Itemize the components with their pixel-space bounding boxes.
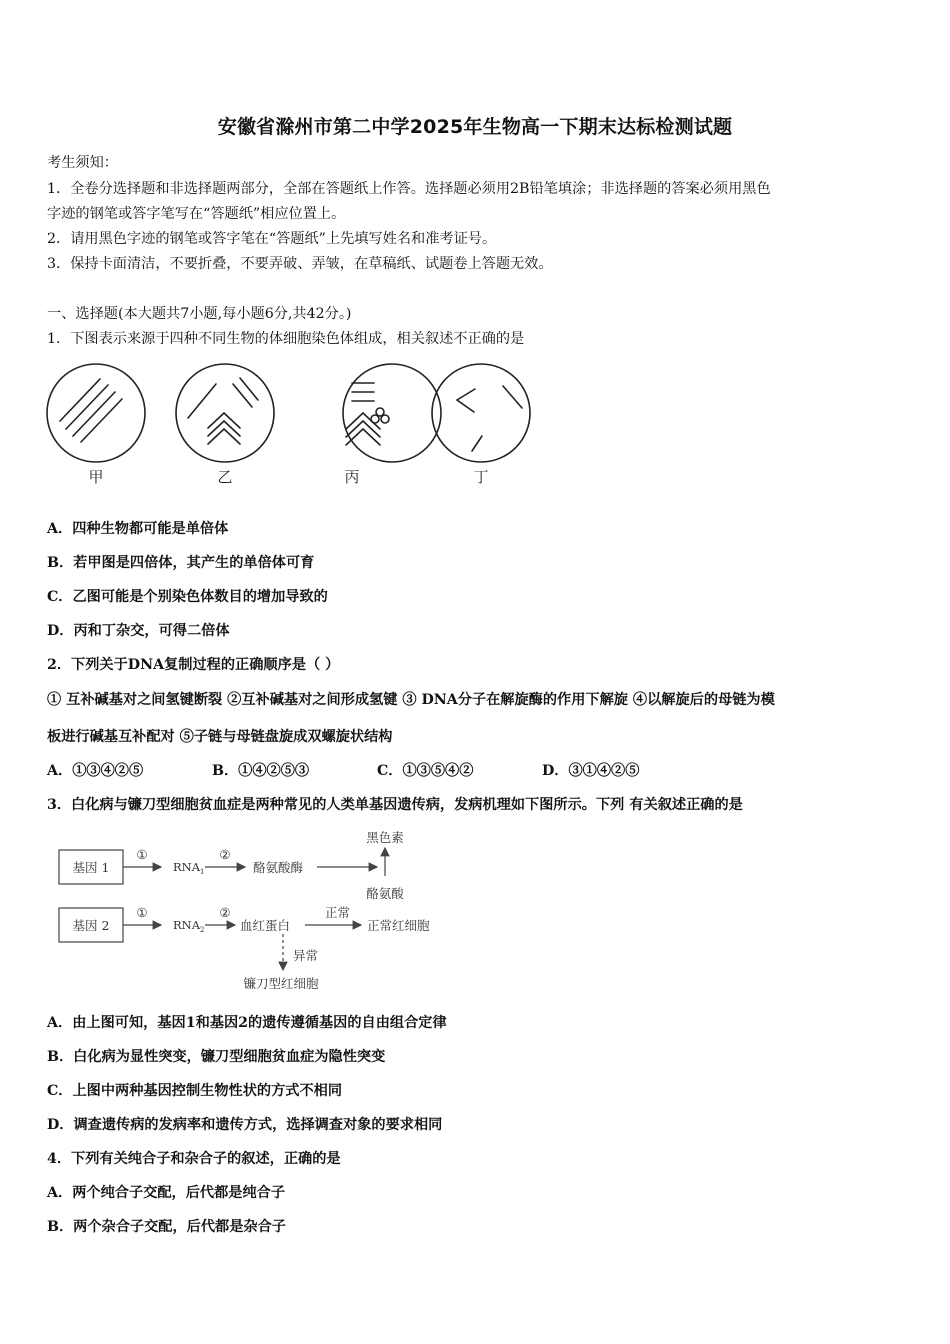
q4-option-a: A．两个纯合子交配，后代都是纯合子 [47,1185,286,1201]
step2-label-2: ② [219,905,231,920]
step1-label-2: ① [136,905,148,920]
q1-option-d: D．丙和丁杂交，可得二倍体 [47,623,230,639]
q2-option-a: A．①③④②⑤ [47,763,144,779]
q2-steps-line2: 板进行碱基互补配对 ⑤子链与母链盘旋成双螺旋状结构 [47,729,393,745]
notice-item: 字迹的钢笔或答字笔写在“答题纸”相应位置上。 [47,206,346,222]
page-title: 安徽省滁州市第二中学2025年生物高一下期末达标检测试题 [217,116,733,138]
notice-heading: 考生须知： [47,155,118,171]
q1-option-a: A．四种生物都可能是单倍体 [47,521,229,537]
question-3-stem: 3．白化病与镰刀型细胞贫血症是两种常见的人类单基因遗传病，发病机理如下图所示。下列 有关叙述正确的是 [47,797,743,813]
q2-option-b: B．①④②⑤③ [212,763,310,779]
step1-label: ① [136,847,148,862]
abnormal-label: 异常 [293,948,319,963]
q4-option-b: B．两个杂合子交配，后代都是杂合子 [47,1219,286,1235]
sickle-rbc-label: 镰刀型红细胞 [243,976,319,991]
rna2-label: $RNA_2$ [173,918,205,934]
normal-rbc-label: 正常红细胞 [367,918,430,933]
chromosome-figure [40,358,540,493]
q3-option-a: A．由上图可知，基因1和基因2的遗传遵循基因的自由组合定律 [47,1015,447,1031]
notice-item: 3．保持卡面清洁，不要折叠，不要弄破、弄皱，在草稿纸、试题卷上答题无效。 [47,256,553,272]
normal-label: 正常 [325,905,351,920]
q3-option-d: D．调查遗传病的发病率和遗传方式，选择调查对象的要求相同 [47,1117,443,1133]
gene2-label: 基因 2 [72,918,110,933]
q3-option-b: B．白化病为显性突变，镰刀型细胞贫血症为隐性突变 [47,1049,386,1065]
gene1-label: 基因 1 [72,860,110,875]
q2-steps-line1: ① 互补碱基对之间氢键断裂 ②互补碱基对之间形成氢键 ③ DNA分子在解旋酶的作用下解旋 ④以解旋后的母链为模 [47,692,775,708]
q1-option-b: B．若甲图是四倍体，其产生的单倍体可育 [47,555,315,571]
melanin-label: 黑色素 [366,830,404,845]
cell-ding [432,364,530,462]
q2-option-c: C．①③⑤④② [377,763,474,779]
rna1-label: $RNA_1$ [173,860,205,876]
question-2-stem: 2．下列关于DNA复制过程的正确顺序是（ ） [47,657,340,673]
section-heading: 一、选择题(本大题共7小题,每小题6分,共42分。) [47,306,352,322]
cell-bing [343,364,441,462]
label-bing: 丙 [344,468,360,486]
label-jia: 甲 [88,468,104,486]
notice-item: 1．全卷分选择题和非选择题两部分，全部在答题纸上作答。选择题必须用2B铅笔填涂；非选择题的答案必须用黑色 [47,181,771,197]
question-1-stem: 1．下图表示来源于四种不同生物的体细胞染色体组成，相关叙述不正确的是 [47,331,525,347]
step2-label: ② [219,847,231,862]
label-ding: 丁 [473,468,489,486]
enzyme-label: 酪氨酸酶 [253,860,304,875]
question-4-stem: 4．下列有关纯合子和杂合子的叙述，正确的是 [47,1151,341,1167]
hemoglobin-label: 血红蛋白 [240,918,291,933]
tyrosine-label: 酪氨酸 [366,886,404,901]
q2-option-d: D．③①④②⑤ [542,763,640,779]
q3-option-c: C．上图中两种基因控制生物性状的方式不相同 [47,1083,343,1099]
genetic-pathway-diagram [55,828,455,996]
notice-item: 2．请用黑色字迹的钢笔或答字笔在“答题纸”上先填写姓名和准考证号。 [47,231,497,247]
q1-option-c: C．乙图可能是个别染色体数目的增加导致的 [47,589,328,605]
label-yi: 乙 [217,468,233,486]
